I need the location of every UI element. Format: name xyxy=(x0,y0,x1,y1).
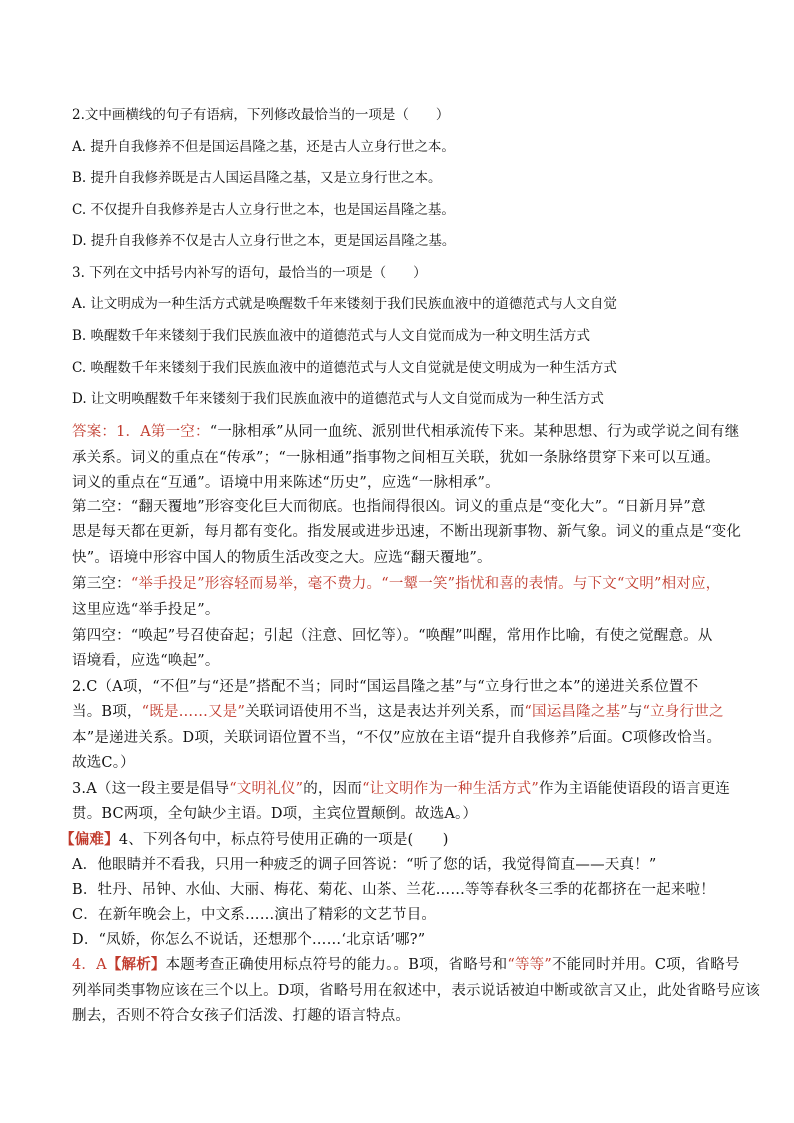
answer-1-line-7 xyxy=(72,572,720,593)
question-3-option-a: A. 让文明成为一种生活方式就是唤醒数千年来镂刻于我们民族血液中的道德范式与人文自觉 xyxy=(72,296,617,312)
analysis-tag: 【解析】 xyxy=(106,956,166,973)
question-4-option-d: D．“凤娇，你怎么不说话，还想那个……‘北京话’哪?” xyxy=(72,932,426,948)
answer-1-line-1 xyxy=(72,420,739,441)
question-4-option-c: C．在新年晚会上，中文系……演出了精彩的文艺节目。 xyxy=(72,907,437,923)
answer-4-line-1 xyxy=(72,953,740,974)
answer-2-line-4: 故选C。） xyxy=(72,755,135,771)
answer-1-line-6: 快”。语境中形容中国人的物质生活改变之大。应选“翻天覆地”。 xyxy=(72,550,492,566)
answer-4-label: 4．A xyxy=(72,957,107,973)
question-2-stem: 2.文中画横线的句子有语病，下列修改最恰当的一项是（ ） xyxy=(72,107,450,123)
question-4-option-b: B．牡丹、吊钟、水仙、大丽、梅花、菊花、山茶、兰花……等等春秋冬三季的花都挤在一起来啦！ xyxy=(72,882,715,898)
answer-label: 答案：1．A第一空： xyxy=(72,424,210,440)
difficulty-tag: 【偏难】 xyxy=(60,831,119,848)
answer-2-highlight: “立身行世之 xyxy=(642,704,724,720)
answer-4-highlight: “等等” xyxy=(507,957,552,973)
question-4-stem-line xyxy=(60,828,449,849)
question-4-stem: 4、下列各句中，标点符号使用正确的一项是( ) xyxy=(118,832,449,848)
answer-1-line-3: 词义的重点在“互通”。语境中用来陈述“历史”，应选“一脉相承”。 xyxy=(72,475,500,491)
question-3-stem: 3. 下列在文中括号内补写的语句，最恰当的一项是（ ） xyxy=(72,265,427,281)
answer-3-highlight: “文明礼仪” xyxy=(229,781,304,797)
question-2-option-b: B. 提升自我修养既是古人国运昌隆之基，又是立身行世之本。 xyxy=(72,170,442,186)
question-2-option-c: C. 不仅提升自我修养是古人立身行世之本，也是国运昌隆之基。 xyxy=(72,202,455,218)
question-2-option-a: A. 提升自我修养不但是国运昌隆之基，还是古人立身行世之本。 xyxy=(72,139,455,155)
answer-2-text: 当。B项， xyxy=(72,704,142,720)
answer-3-highlight: “让文明作为一种生活方式” xyxy=(362,781,539,797)
answer-2-line-1: 2.C（A项，“不但”与“还是”搭配不当；同时“国运昌隆之基”与“立身行世之本”的递进关系位置不 xyxy=(72,679,699,695)
answer-2-text: 关联词语使用不当，这是表达并列关系，而 xyxy=(245,704,525,720)
answer-1-line-4: 第二空：“翻天覆地”形容变化巨大而彻底。也指闹得很凶。词义的重点是“变化大”。“日新月异”意 xyxy=(72,499,706,515)
answer-2-line-2 xyxy=(72,700,724,721)
answer-1-line-9: 第四空：“唤起”号召使奋起；引起（注意、回忆等）。“唤醒”叫醒，常用作比喻，有使之觉醒意。从 xyxy=(72,628,713,644)
answer-2-highlight: “国运昌隆之基” xyxy=(524,704,628,720)
answer-1-line-10: 语境看，应选“唤起”。 xyxy=(72,653,220,669)
answer-2-highlight: “既是……又是” xyxy=(141,704,246,720)
answer-2-text: 与 xyxy=(627,704,643,720)
answer-1-line-2: 承关系。词义的重点在“传承”；“一脉相通”指事物之间相互关联，犹如一条脉络贯穿下来可以互通。 xyxy=(72,450,720,466)
answer-1-third-blank-text: “举手投足”形容轻而易举，毫不费力。“一颦一笑”指忧和喜的表情。与下文“文明”相对应， xyxy=(130,576,721,592)
answer-3-text: 作为主语能使语段的语言更连 xyxy=(539,781,731,797)
answer-3-text: 的，因而 xyxy=(303,781,363,797)
answer-4-text: 本题考查正确使用标点符号的能力。。B项，省略号和 xyxy=(165,957,508,973)
answer-1-line-8: 这里应选“举手投足”。 xyxy=(72,602,220,618)
answer-3-text: 3.A（这一段主要是倡导 xyxy=(72,781,230,797)
answer-3-line-1 xyxy=(72,777,730,798)
answer-1-text: “一脉相承”从同一血统、派别世代相承流传下来。某种思想、行为或学说之间有继 xyxy=(209,424,740,440)
question-2-option-d: D. 提升自我修养不仅是古人立身行世之本，更是国运昌隆之基。 xyxy=(72,233,456,249)
answer-4-text: 不能同时并用。C项，省略号 xyxy=(551,957,740,973)
answer-4-line-3: 删去，否则不符合女孩子们活泼、打趣的语言特点。 xyxy=(72,1008,411,1024)
question-4-option-a: A．他眼睛并不看我，只用一种疲乏的调子回答说：“听了您的话，我觉得简直——天真！” xyxy=(72,857,657,873)
answer-4-line-2: 列举同类事物应该在三个以上。D项，省略号用在叙述中，表示说话被迫中断或欲言又止，此处省略号应该 xyxy=(72,983,761,999)
question-3-option-b: B. 唤醒数千年来镂刻于我们民族血液中的道德范式与人文自觉而成为一种文明生活方式 xyxy=(72,328,591,344)
answer-1-third-blank-label: 第三空： xyxy=(72,576,131,592)
answer-2-line-3: 本”是递进关系。D项，关联词语位置不当，“不仅”应放在主语“提升自我修养”后面。C项修改恰当。 xyxy=(72,730,722,746)
question-3-option-c: C. 唤醒数千年来镂刻于我们民族血液中的道德范式与人文自觉就是使文明成为一种生活方式 xyxy=(72,360,617,376)
question-3-option-d: D. 让文明唤醒数千年来镂刻于我们民族血液中的道德范式与人文自觉而成为一种生活方式 xyxy=(72,391,604,407)
answer-1-line-5: 思是每天都在更新，每月都有变化。指发展或进步迅速，不断出现新事物、新气象。词义的重点是“变化 xyxy=(72,524,742,540)
answer-3-line-2: 贯。BC两项，全句缺少主语。D项，主宾位置颠倒。故选A。） xyxy=(72,806,478,822)
